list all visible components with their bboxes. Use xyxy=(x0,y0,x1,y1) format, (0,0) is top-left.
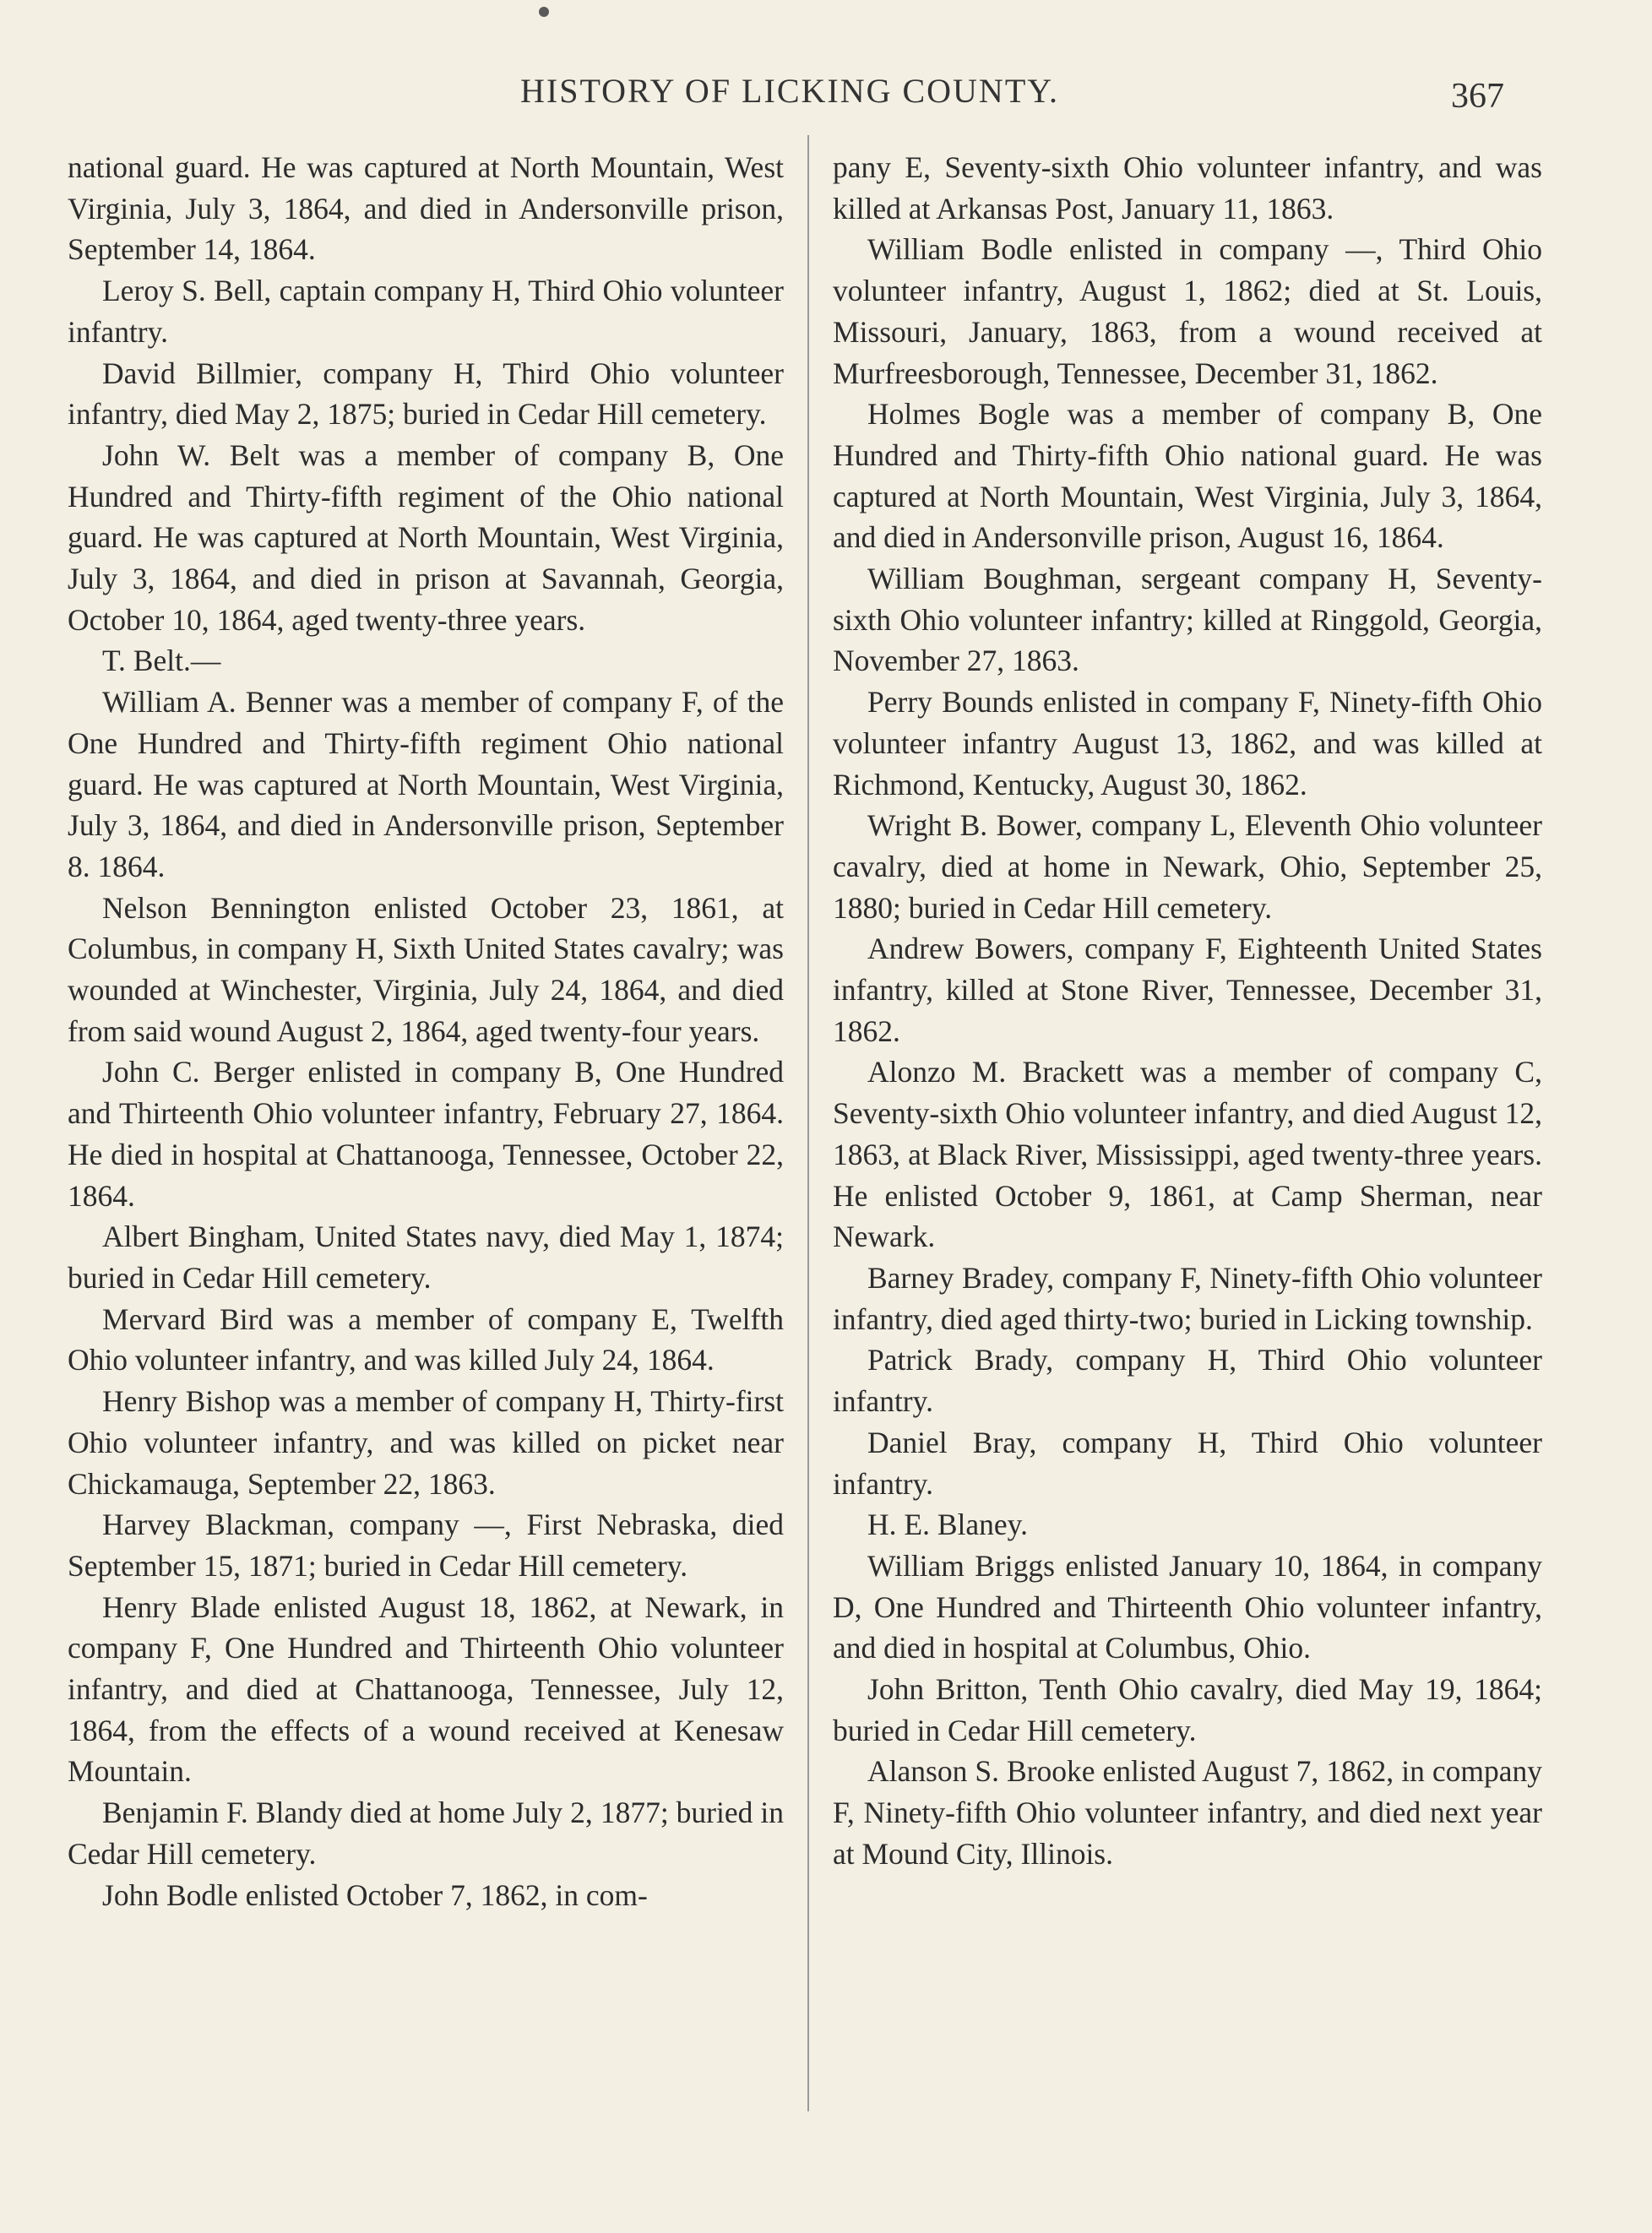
right-column xyxy=(833,147,1542,1875)
entry-paragraph: John Bodle enlisted October 7, 1862, in com- xyxy=(102,1877,648,1912)
entry-paragraph: Holmes Bogle was a member of company B, One Hundred and Thirty-fifth Ohio national guard. He was captured at North Mountain, West Virginia, July 3, 1864, and died in Andersonville prison, August 16, 1864. xyxy=(833,397,1542,555)
entry-paragraph: Perry Bounds enlisted in company F, Ninety-fifth Ohio volunteer infantry August 13, 1862, and was killed at Richmond, Kentucky, August 30, 1862. xyxy=(833,685,1542,801)
left-column xyxy=(68,147,784,1915)
entry-paragraph: John W. Belt was a member of company B, One Hundred and Thirty-fifth regiment of the Ohio national guard. He was captured at North Mountain, West Virginia, July 3, 1864, and died in prison at Savannah, Georgia, October 10, 1864, aged twenty-three years. xyxy=(68,437,784,637)
entry-paragraph: pany E, Seventy-sixth Ohio volunteer infantry, and was killed at Arkansas Post, January 11, 1863. xyxy=(833,150,1542,225)
ink-dot xyxy=(539,7,549,17)
entry-paragraph: Andrew Bowers, company F, Eighteenth United States infantry, killed at Stone River, Tennessee, December 31, 1862. xyxy=(833,932,1542,1048)
entry-paragraph: Henry Blade enlisted August 18, 1862, at Newark, in company F, One Hundred and Thirteenth Ohio volunteer infantry, and died at Chattanooga, Tennessee, July 12, 1864, from the effects of a wound received at Kenesaw Mountain. xyxy=(68,1589,784,1789)
entry-paragraph: H. E. Blaney. xyxy=(867,1508,1028,1542)
page-number: 367 xyxy=(1451,77,1504,116)
entry-paragraph: Leroy S. Bell, captain company H, Third Ohio volunteer infantry. xyxy=(68,274,784,349)
entry-paragraph: Alonzo M. Brackett was a member of company C, Seventy-sixth Ohio volunteer infantry, and died August 12, 1863, at Black River, Mississippi, aged twenty-three years. He enlisted October 9, 1861, at Camp Sherman, near Newark. xyxy=(833,1055,1542,1254)
entry-paragraph: Nelson Bennington enlisted October 23, 1861, at Columbus, in company H, Sixth United States cavalry; was wounded at Winchester, Virginia, July 24, 1864, and died from said wound August 2, 1864, aged twenty-four years. xyxy=(68,890,784,1048)
entry-paragraph: Harvey Blackman, company —, First Nebraska, died September 15, 1871; buried in Cedar Hill cemetery. xyxy=(68,1508,784,1583)
entry-paragraph: Mervard Bird was a member of company E, Twelfth Ohio volunteer infantry, and was killed July 24, 1864. xyxy=(68,1301,784,1377)
entry-paragraph: national guard. He was captured at North Mountain, West Virginia, July 3, 1864, and died in Andersonville prison, September 14, 1864. xyxy=(68,150,784,267)
running-head xyxy=(0,66,1652,117)
entry-paragraph: Patrick Brady, company H, Third Ohio volunteer infantry. xyxy=(833,1343,1542,1419)
entry-paragraph: Barney Bradey, company F, Ninety-fifth Ohio volunteer infantry, died aged thirty-two; buried in Licking township. xyxy=(833,1260,1542,1336)
entry-paragraph: William Boughman, sergeant company H, Seventy-sixth Ohio volunteer infantry; killed at Ringgold, Georgia, November 27, 1863. xyxy=(833,562,1542,678)
entry-paragraph: T. Belt.— xyxy=(102,644,221,678)
entry-paragraph: John C. Berger enlisted in company B, One Hundred and Thirteenth Ohio volunteer infantry, February 27, 1864. He died in hospital at Chattanooga, Tennessee, October 22, 1864. xyxy=(68,1055,784,1213)
entry-paragraph: William Bodle enlisted in company —, Third Ohio volunteer infantry, August 1, 1862; died at St. Louis, Missouri, January, 1863, from a wound received at Murfreesborough, Tennessee, December 31, 1862. xyxy=(833,232,1542,390)
entry-paragraph: Wright B. Bower, company L, Eleventh Ohio volunteer cavalry, died at home in Newark, Ohio, September 25, 1880; buried in Cedar Hill cemetery. xyxy=(833,808,1542,925)
entry-paragraph: Albert Bingham, United States navy, died May 1, 1874; buried in Cedar Hill cemetery. xyxy=(68,1220,784,1295)
entry-paragraph: William Briggs enlisted January 10, 1864, in company D, One Hundred and Thirteenth Ohio volunteer infantry, and died in hospital at Columbus, Ohio. xyxy=(833,1548,1542,1665)
entry-paragraph: Henry Bishop was a member of company H, Thirty-first Ohio volunteer infantry, and was killed on picket near Chickamauga, September 22, 1863. xyxy=(68,1384,784,1501)
entry-paragraph: Alanson S. Brooke enlisted August 7, 1862, in company F, Ninety-fifth Ohio volunteer infantry, and died next year at Mound City, Illinois. xyxy=(833,1754,1542,1871)
running-title: HISTORY OF LICKING COUNTY. xyxy=(520,72,1059,110)
entry-paragraph: David Billmier, company H, Third Ohio volunteer infantry, died May 2, 1875; buried in Cedar Hill cemetery. xyxy=(68,356,784,432)
column-divider xyxy=(807,135,809,2111)
entry-paragraph: John Britton, Tenth Ohio cavalry, died May 19, 1864; buried in Cedar Hill cemetery. xyxy=(833,1672,1542,1747)
entry-paragraph: Benjamin F. Blandy died at home July 2, 1877; buried in Cedar Hill cemetery. xyxy=(68,1796,784,1871)
entry-paragraph: William A. Benner was a member of company F, of the One Hundred and Thirty-fifth regiment Ohio national guard. He was captured at North Mountain, West Virginia, July 3, 1864, and died in Andersonville prison, September 8. 1864. xyxy=(68,685,784,883)
entry-paragraph: Daniel Bray, company H, Third Ohio volunteer infantry. xyxy=(833,1425,1542,1501)
